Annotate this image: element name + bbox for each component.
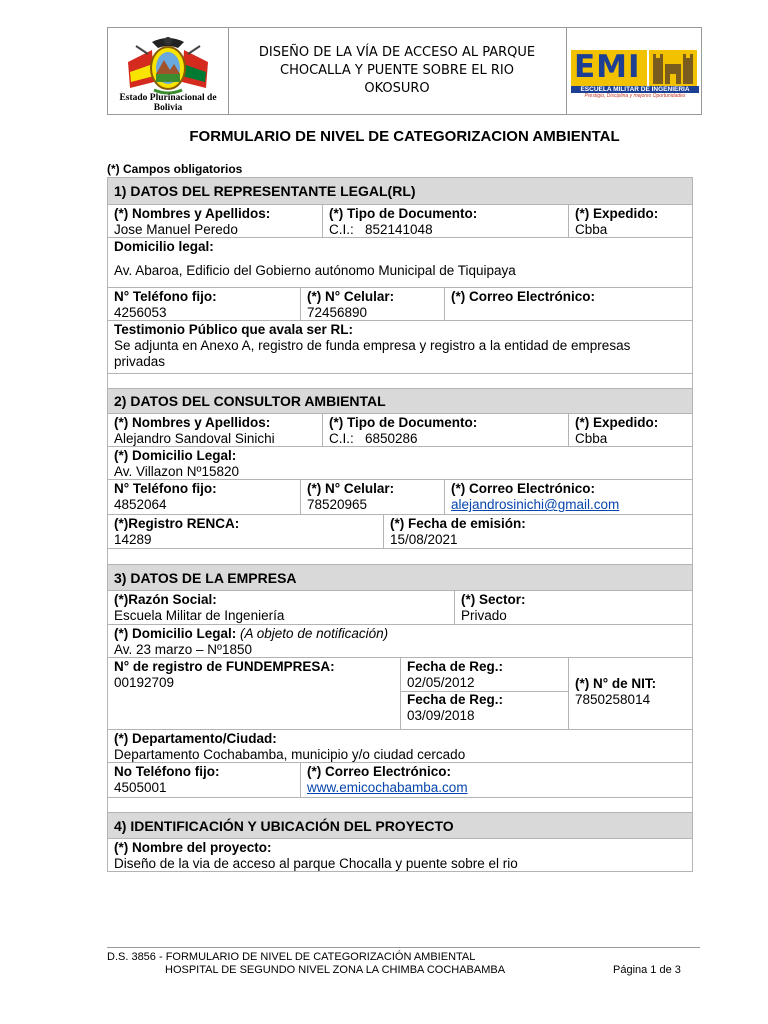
s2-cel-label: (*) N° Celular:	[307, 481, 395, 496]
s3-row-contact	[108, 763, 692, 798]
s3-freg-value-2: 03/09/2018	[407, 708, 475, 723]
s1-row-testimony	[108, 321, 692, 374]
s3-tel-label: No Teléfono fijo:	[114, 764, 220, 779]
s2-row-domicile	[108, 447, 692, 480]
s3-dom-cell	[108, 625, 692, 657]
s3-freg-value-1: 02/05/2012	[407, 675, 475, 690]
s2-row-renca	[108, 515, 692, 549]
s1-test-cell	[108, 321, 692, 373]
s1-doc-label: (*) Tipo de Documento:	[329, 206, 478, 221]
s2-fecha-value: 15/08/2021	[390, 532, 458, 547]
s1-exp-label: (*) Expedido:	[575, 206, 659, 221]
s3-dom-value: Av. 23 marzo – Nº1850	[114, 642, 253, 657]
s1-exp-cell	[568, 205, 692, 237]
s1-mail-label: (*) Correo Electrónico:	[451, 289, 596, 304]
footer-line-1: D.S. 3856 - FORMULARIO DE NIVEL DE CATEGORIZACIÓN AMBIENTAL	[107, 951, 476, 963]
s2-renca-value: 14289	[114, 532, 152, 547]
s2-renca-label: (*)Registro RENCA:	[114, 516, 240, 531]
bolivia-coat-of-arms-icon	[108, 32, 228, 98]
s1-tel-cell	[108, 288, 300, 320]
s3-tel-value: 4505001	[114, 780, 167, 795]
s1-tel-label: N° Teléfono fijo:	[114, 289, 217, 304]
castle-icon	[649, 50, 697, 86]
s3-mail-cell	[300, 763, 692, 797]
s1-cel-label: (*) N° Celular:	[307, 289, 395, 304]
section-4-heading	[108, 813, 692, 839]
s2-exp-value: Cbba	[575, 431, 608, 446]
footer-line-2: HOSPITAL DE SEGUNDO NIVEL ZONA LA CHIMBA COCHABAMBA	[165, 964, 506, 976]
s3-tel-cell	[108, 763, 300, 797]
s2-name-label: (*) Nombres y Apellidos:	[114, 415, 271, 430]
s3-sector-cell	[454, 591, 692, 624]
bolivia-seal-cell	[108, 28, 229, 114]
s1-doc-value: C.I.: 852141048	[329, 222, 433, 237]
s1-doc-cell	[322, 205, 568, 237]
s3-dep-label: (*) Departamento/Ciudad:	[114, 731, 277, 746]
s2-row-contact	[108, 480, 692, 515]
s3-freg-1	[401, 658, 568, 692]
s4-row-project	[108, 839, 692, 873]
footer-page-number: Página 1 de 3	[613, 964, 681, 976]
s1-dom-value: Av. Abaroa, Edificio del Gobierno autónomo Municipal de Tiquipaya	[114, 263, 516, 278]
s2-dom-cell	[108, 447, 692, 479]
s1-cel-value: 72456890	[307, 305, 368, 320]
s1-row-domicile	[108, 238, 692, 288]
section-1-title: 1) DATOS DEL REPRESENTANTE LEGAL(RL)	[114, 183, 416, 199]
s1-test-label: Testimonio Público que avala ser RL:	[114, 322, 354, 337]
s2-dom-label: (*) Domicilio Legal:	[114, 448, 237, 463]
s3-mail-label: (*) Correo Electrónico:	[307, 764, 452, 779]
s2-spacer-row	[108, 549, 692, 565]
s1-row-identity	[108, 205, 692, 238]
s2-mail-cell	[444, 480, 692, 514]
s4-proj-cell	[108, 839, 692, 873]
s2-doc-cell	[322, 414, 568, 446]
s3-dep-cell	[108, 730, 692, 762]
s2-row-identity	[108, 414, 692, 447]
s1-spacer-row	[108, 374, 692, 389]
s2-cel-cell	[300, 480, 444, 514]
emi-logo	[571, 49, 699, 99]
s3-nit-cell	[568, 658, 692, 729]
s3-razon-cell	[108, 591, 454, 624]
s4-proj-value: Diseño de la via de acceso al parque Chocalla y puente sobre el rio	[114, 856, 518, 871]
s2-tel-label: N° Teléfono fijo:	[114, 481, 217, 496]
s2-name-cell	[108, 414, 322, 446]
s3-row-registry	[108, 658, 692, 730]
section-1-heading	[108, 178, 692, 205]
s2-fecha-cell	[383, 515, 692, 548]
s3-freg-2	[401, 692, 568, 728]
seal-caption-line-2: Bolivia	[153, 103, 183, 113]
s3-dom-label-line	[114, 626, 686, 642]
s3-sector-label: (*) Sector:	[461, 592, 526, 607]
project-title-cell	[228, 28, 567, 114]
s3-freg-label-2: Fecha de Reg.:	[407, 692, 504, 707]
project-title-line-3: OKOSURO	[364, 81, 430, 96]
s3-row-domicile	[108, 625, 692, 658]
section-2-heading	[108, 389, 692, 414]
s1-name-value: Jose Manuel Peredo	[114, 222, 238, 237]
s2-mail-label: (*) Correo Electrónico:	[451, 481, 596, 496]
project-title-line-2: CHOCALLA Y PUENTE SOBRE EL RIO	[280, 63, 514, 78]
required-fields-note: (*) Campos obligatorios	[107, 162, 243, 176]
s3-row-razon	[108, 591, 692, 625]
s3-freg-label-1: Fecha de Reg.:	[407, 659, 504, 674]
section-3-heading	[108, 565, 692, 591]
s2-renca-cell	[108, 515, 383, 548]
s3-row-department	[108, 730, 692, 763]
s3-razon-label: (*)Razón Social:	[114, 592, 217, 607]
s3-razon-value: Escuela Militar de Ingeniería	[114, 608, 285, 623]
s1-name-cell	[108, 205, 322, 237]
s2-cel-value: 78520965	[307, 497, 368, 512]
s2-mail-link[interactable]: alejandrosinichi@gmail.com	[451, 497, 620, 512]
s1-dom-label: Domicilio legal:	[114, 239, 214, 254]
s3-fund-cell	[108, 658, 400, 729]
s3-dep-value: Departamento Cochabamba, municipio y/o ciudad cercado	[114, 747, 466, 762]
s3-sector-value: Privado	[461, 608, 507, 623]
s2-doc-value: C.I.: 6850286	[329, 431, 418, 446]
s2-fecha-label: (*) Fecha de emisión:	[390, 516, 526, 531]
form-table	[107, 177, 693, 872]
s3-website-link[interactable]: www.emicochabamba.com	[307, 780, 468, 795]
s1-mail-cell	[444, 288, 692, 320]
s2-tel-value: 4852064	[114, 497, 167, 512]
emi-subtitle-2: Prestigio, Disciplina y mejores Oportunidades	[584, 93, 686, 99]
s1-test-value-1: Se adjunta en Anexo A, registro de funda empresa y registro a la entidad de empresas	[114, 338, 631, 353]
form-title: FORMULARIO DE NIVEL DE CATEGORIZACION AMBIENTAL	[189, 128, 620, 145]
section-4-title: 4) IDENTIFICACIÓN Y UBICACIÓN DEL PROYECTO	[114, 818, 454, 834]
s2-dom-value: Av. Villazon Nº15820	[114, 464, 240, 479]
s1-tel-value: 4256053	[114, 305, 167, 320]
s3-nit-label: (*) N° de NIT:	[575, 676, 657, 691]
s3-freg-cell	[400, 658, 568, 729]
s2-exp-cell	[568, 414, 692, 446]
seal-caption-line-1: Estado Plurinacional de	[119, 93, 217, 103]
s3-spacer-row	[108, 798, 692, 813]
emi-subtitle-1: ESCUELA MILITAR DE INGENIERIA	[571, 86, 699, 93]
s2-name-value: Alejandro Sandoval Sinichi	[114, 431, 275, 446]
s3-dom-note: (A objeto de notificación)	[240, 626, 389, 641]
s4-proj-label: (*) Nombre del proyecto:	[114, 840, 272, 855]
s3-fund-label: N° de registro de FUNDEMPRESA:	[114, 659, 335, 674]
s1-test-value-2: privadas	[114, 354, 166, 369]
s2-exp-label: (*) Expedido:	[575, 415, 659, 430]
section-3-title: 3) DATOS DE LA EMPRESA	[114, 570, 297, 586]
s2-tel-cell	[108, 480, 300, 514]
s1-name-label: (*) Nombres y Apellidos:	[114, 206, 271, 221]
document-header	[107, 27, 702, 115]
emi-logo-text: EMI	[574, 49, 641, 85]
s1-cel-cell	[300, 288, 444, 320]
s3-nit-value: 7850258014	[575, 692, 651, 707]
footer-divider	[107, 947, 700, 948]
emi-logo-cell	[566, 28, 701, 114]
s2-doc-label: (*) Tipo de Documento:	[329, 415, 478, 430]
s1-row-contact	[108, 288, 692, 321]
s1-exp-value: Cbba	[575, 222, 608, 237]
s1-dom-cell	[108, 238, 692, 287]
s3-fund-value: 00192709	[114, 675, 175, 690]
project-title-line-1: DISEÑO DE LA VÍA DE ACCESO AL PARQUE	[258, 45, 536, 60]
s3-dom-label: (*) Domicilio Legal:	[114, 626, 237, 641]
section-2-title: 2) DATOS DEL CONSULTOR AMBIENTAL	[114, 393, 386, 409]
